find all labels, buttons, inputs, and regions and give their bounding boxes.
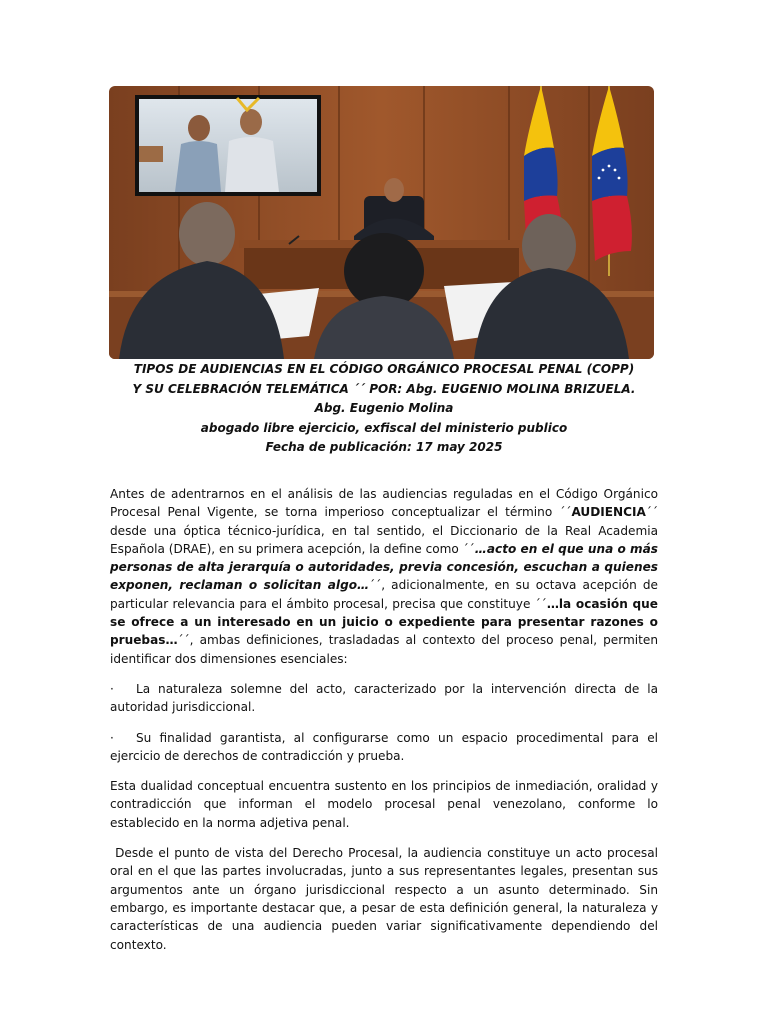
article-caption xyxy=(60,360,708,458)
publication-date: Fecha de publicación: 17 may 2025 xyxy=(265,440,503,455)
drae-definition-2: …la ocasión que se ofrece a un interesado en un juicio o expediente para presentar razones o pruebas… xyxy=(110,596,658,648)
bullet-item-1 xyxy=(110,680,658,717)
bullet-dot: · xyxy=(110,730,114,745)
video-screen xyxy=(135,95,321,196)
paragraph-duality: Esta dualidad conceptual encuentra sustento en los principios de inmediación, oralidad y contradicción que informan el modelo procesal penal venezolano, conforme lo establecido en la norma adjetiva penal. xyxy=(110,779,658,830)
intro-text-4: ´´, ambas definiciones, trasladadas al contexto del proceso penal, permiten identificar dos dimensiones esenciales: xyxy=(110,633,658,666)
bullet-text: La naturaleza solemne del acto, caracterizado por la intervención directa de la autoridad jurisdiccional. xyxy=(110,681,658,715)
article-title-line-1: TIPOS DE AUDIENCIAS EN EL CÓDIGO ORGÁNICO PROCESAL PENAL (COPP) xyxy=(133,362,635,376)
author-title: abogado libre ejercicio, exfiscal del ministerio publico xyxy=(200,420,568,435)
hero-image xyxy=(109,86,654,359)
drae-definition-1: …acto en el que una o más personas de alta jerarquía o autoridades, previa concesión, escuchan a quienes exponen, reclaman o solicitan algo… xyxy=(110,541,658,593)
intro-text-3: ´´, adicionalmente, en su octava acepción de particular relevancia para el ámbito procesal, precisa que constituye ´´ xyxy=(110,578,658,611)
remote-person-2 xyxy=(240,109,262,135)
paragraph-procedural: Desde el punto de vista del Derecho Procesal, la audiencia constituye un acto procesal oral en el que las partes involucradas, junto a sus representantes legales, presentan sus argumentos ante un órgano jurisdiccional respecto a un asunto determinado. Sin embargo, es importante destacar que, a pesar de esta definición general, la naturaleza y características de una audiencia pueden variar significativamente dependiendo del contexto. xyxy=(110,846,662,952)
bullet-item-2 xyxy=(110,729,658,766)
paragraph-intro xyxy=(110,485,658,668)
courtroom-illustration xyxy=(109,86,654,359)
remote-person-1 xyxy=(188,115,210,141)
bullet-text: Su finalidad garantista, al configurarse como un espacio procedimental para el ejercicio de derechos de contradicción y prueba. xyxy=(110,730,658,763)
term-audiencia: AUDIENCIA xyxy=(571,505,646,520)
author-name: Abg. Eugenio Molina xyxy=(314,401,454,416)
intro-text-2: ´´ desde una óptica técnico-jurídica, en tal sentido, el Diccionario de la Real Academia Española (DRAE), en su primera acepción, la define como ´´ xyxy=(110,505,658,556)
intro-text-1: Antes de adentrarnos en el análisis de las audiencias reguladas en el Código Orgánico Procesal Penal Vigente, se torna imperioso conceptualizar el término ´´ xyxy=(110,487,658,520)
article-body xyxy=(110,485,662,966)
bullet-dot: · xyxy=(110,681,114,696)
article-title-line-2: Y SU CELEBRACIÓN TELEMÁTICA ´´ POR: Abg. EUGENIO MOLINA BRIZUELA. xyxy=(132,381,636,396)
